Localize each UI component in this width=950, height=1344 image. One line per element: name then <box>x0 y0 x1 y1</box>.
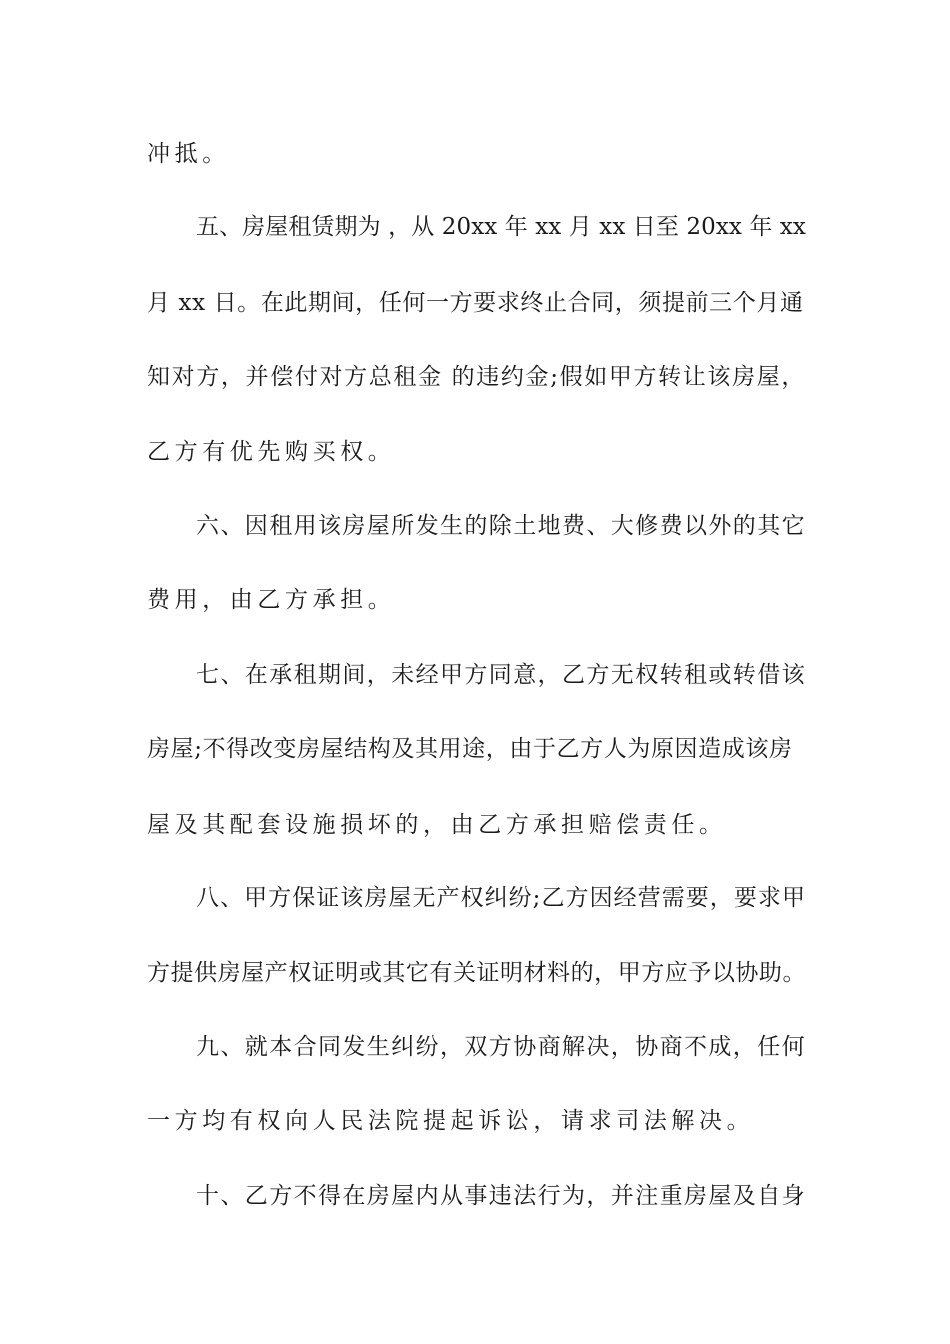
text-line <box>0 953 950 993</box>
line-text: 乙方有优先购买权。 <box>147 439 396 465</box>
text-line <box>0 283 950 323</box>
text-line <box>0 1101 950 1141</box>
text-line <box>0 1176 950 1216</box>
text-line <box>0 134 950 174</box>
text-line <box>0 878 950 918</box>
line-text: 方提供房屋产权证明或其它有关证明材料的，甲方应予以协助。 <box>147 960 806 986</box>
line-text: 六、因租用该房屋所发生的除土地费、大修费以外的其它 <box>196 513 806 539</box>
line-text: 一方均有权向人民法院提起诉讼，请求司法解决。 <box>147 1108 755 1134</box>
text-line <box>0 580 950 620</box>
text-line <box>0 432 950 472</box>
line-text: 九、就本合同发生纠纷，双方协商解决，协商不成，任何 <box>196 1034 806 1060</box>
text-line <box>0 207 950 247</box>
line-text: 冲抵。 <box>147 141 230 167</box>
text-line <box>0 357 950 397</box>
line-text: 五、房屋租赁期为 ，从 20xx 年 xx 月 xx 日至 20xx 年 xx <box>196 214 806 240</box>
line-text: 八、甲方保证该房屋无产权纠纷;乙方因经营需要，要求甲 <box>196 885 806 911</box>
line-text: 房屋;不得改变房屋结构及其用途，由于乙方人为原因造成该房 <box>147 736 793 762</box>
line-text: 屋及其配套设施损坏的，由乙方承担赔偿责任。 <box>147 812 727 838</box>
text-line <box>0 506 950 546</box>
line-text: 月 xx 日。在此期间，任何一方要求终止合同，须提前三个月通 <box>147 290 804 316</box>
text-line <box>0 729 950 769</box>
line-text: 费用，由乙方承担。 <box>147 587 396 613</box>
text-line <box>0 655 950 695</box>
line-text: 十、乙方不得在房屋内从事违法行为，并注重房屋及自身 <box>196 1183 806 1209</box>
line-text: 七、在承租期间，未经甲方同意，乙方无权转租或转借该 <box>196 662 806 688</box>
text-line <box>0 805 950 845</box>
text-line <box>0 1027 950 1067</box>
line-text: 知对方，并偿付对方总租金 的违约金;假如甲方转让该房屋， <box>147 364 806 390</box>
